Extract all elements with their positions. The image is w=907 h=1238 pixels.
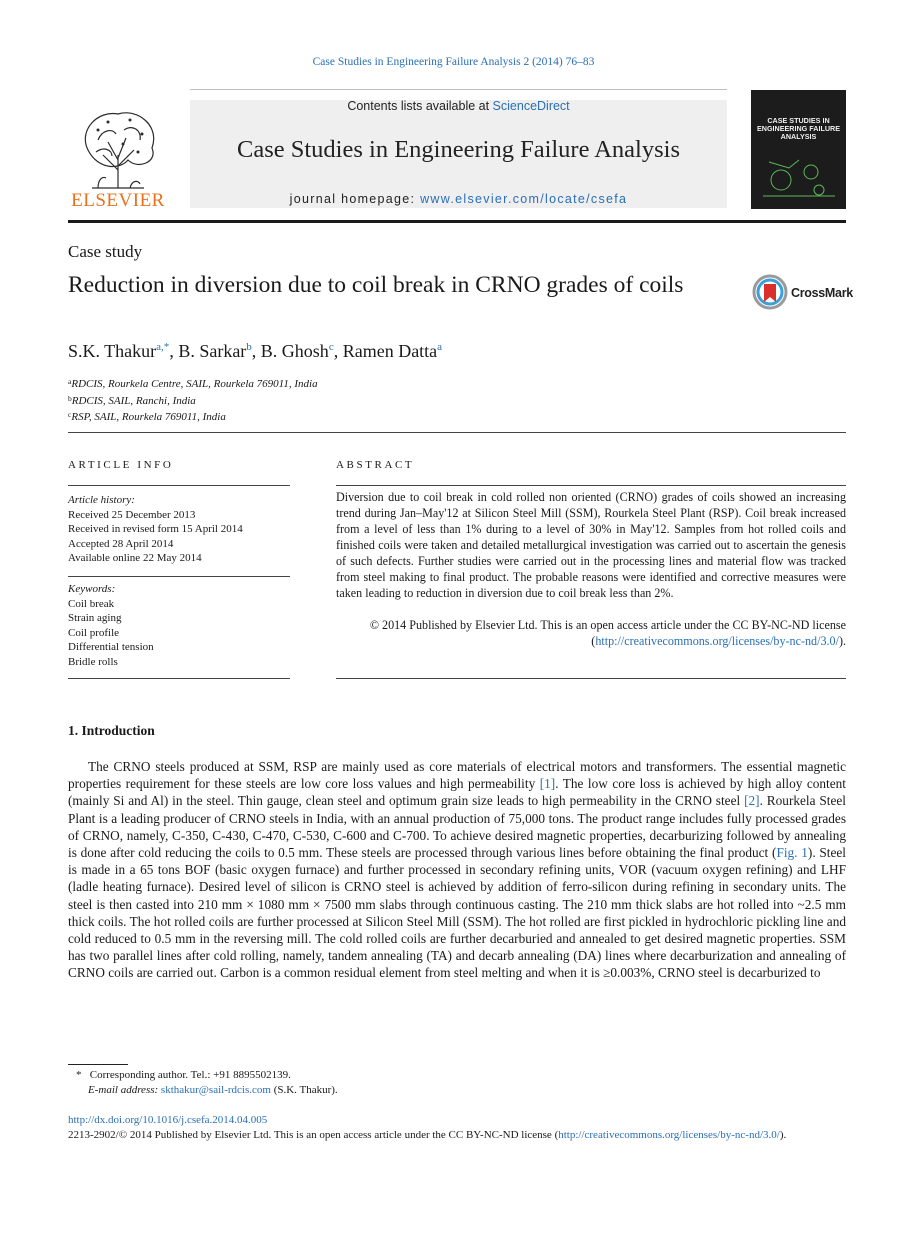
license-link[interactable]: http://creativecommons.org/licenses/by-nc-nd/3.0/ (595, 634, 839, 648)
footnote-rule (68, 1064, 128, 1065)
keyword: Differential tension (68, 641, 154, 653)
keyword: Coil break (68, 597, 115, 610)
history-item: Available online 22 May 2014 (68, 552, 202, 564)
article-type: Case study (68, 242, 143, 261)
affiliation: $^c$RSP, SAIL, Rourkela 769011, India (68, 410, 226, 423)
sciencedirect-link[interactable]: ScienceDirect (492, 99, 570, 113)
footnote-star: * (76, 1069, 82, 1081)
author-name: B. Sarkar (178, 341, 247, 361)
article-history (68, 493, 243, 566)
author-affil-link[interactable]: c (328, 341, 334, 353)
history-label: Article history: (68, 494, 135, 506)
doi-link[interactable]: http://dx.doi.org/10.1016/j.csefa.2014.04.005 (68, 1114, 268, 1126)
reference-link[interactable]: [2] (744, 793, 760, 809)
contents-prefix: Contents lists available at (347, 99, 493, 113)
elsevier-wordmark: ELSEVIER (71, 190, 165, 211)
affiliation: $^b$RDCIS, SAIL, Ranchi, India (68, 393, 196, 407)
license-note: 2213-2902/© 2014 Published by Elsevier Ltd. This is an open access article under the CC BY-NC-ND license (http://creativecommons.org/licenses/by-nc-nd/3.0/). (68, 1129, 787, 1141)
crossmark-icon[interactable] (752, 274, 788, 310)
abstract-heading: ABSTRACT (336, 459, 415, 471)
affiliations (68, 375, 318, 425)
abstract-text: Diversion due to coil break in cold rolled non oriented (CRNO) grades of coils showed an increasing trend during Jan–May'12 at Silicon Steel Mill (SSM), Rourkela Steel Plant (RSP). Coil break increased from a level of less than 1% during to a level of 30% in May'12. Samples from hot rolled coils and finished coils were taken and detailed metallurgical investigation was carried out to ascertain the genesis of such defects. Further studies were carried out in the processing lines and material flow was tracked from steel making to final product. The probable reasons were identified and corrective measures were taken leading to reduction in diversion due to coil break less than 2%. (336, 490, 846, 600)
author-name: B. Ghosh (260, 341, 329, 361)
abstract-rule (336, 485, 846, 486)
introduction-paragraph: The CRNO steels produced at SSM, RSP are mainly used as core materials of electrical motors and transformers. The essential magnetic properties requirement for these steels are low core loss values and high permeability [1]. The low core loss is achieved by high alloy content (mainly Si and Al) in the steel. Thin gauge, clean steel and optimum grain size leads to high permeability in the CRNO steel [2]. Rourkela Steel Plant is a leading producer of CRNO steels in India, with an annual production of 75,000 tons. The product range includes fully processed grades of CRNO, namely, C-350, C-430, C-470, C-530, C-600 and C-700. To achieve desired magnetic properties, decarburizing followed by annealing is done after cold reducing the coils to 0.5 mm. These steels are processed through various lines before obtaining the final product (Fig. 1). Steel is made in a 65 tons BOF (basic oxygen furnace) and further processed in secondary refining units, VOR (vacuum oxygen refining) and LHF (ladle heating furnace). Desired level of silicon is CRNO steel is achieved by addition of ferro-silicon during refining in secondary units. The steel is then casted into 210 mm × 1080 mm × 7500 mm slabs through continuous casting. The 210 mm thick slabs are hot rolled into ~2.5 mm thick coils. The hot rolled coils are further processed at Silicon Steel Mill (SSM). The hot rolled are first pickled in hydrochloric pickling line and cold reduced to 0.5 mm in the reversing mill. The cold rolled coils are further decarburied and annealed to get desired magnetic properties. SSM has two parallel lines after cold rolling, namely, tandem annealing (TA) and decarb annealing (DA) lines where decarburization and annealing of CRNO coils are carried out. Carbon is a common residual element from steel melting and when it is ≥0.003%, CRNO steel is decarburized to (68, 759, 846, 981)
article-info-heading: ARTICLE INFO (68, 459, 174, 471)
abstract-bottom-rule (336, 678, 846, 679)
keywords (68, 582, 154, 669)
keyword: Bridle rolls (68, 655, 118, 668)
affiliation: $^a$RDCIS, Rourkela Centre, SAIL, Rourkela 769011, India (68, 377, 318, 390)
journal-homepage (190, 192, 727, 206)
reference-link[interactable]: [1] (539, 776, 556, 792)
article-info-bottom-rule (68, 678, 290, 679)
paper-title: Reduction in diversion due to coil break in CRNO grades of coils (68, 272, 684, 298)
homepage-prefix: journal homepage: (289, 192, 421, 206)
header-divider (68, 220, 846, 223)
journal-citation[interactable]: Case Studies in Engineering Failure Analysis 2 (2014) 76–83 (312, 56, 595, 68)
author-affil-link[interactable]: b (246, 341, 252, 353)
title-divider (68, 432, 846, 433)
contents-line (190, 99, 727, 113)
figure-link[interactable]: Fig. 1 (776, 845, 808, 861)
author-list: S.K. Thakur$^{a,*}$, B. Sarkar$^b$, B. Ghosh$^c$, Ramen Datta$^a$ (68, 341, 443, 361)
email-link[interactable]: skthakur@sail-rdcis.com (160, 1083, 271, 1096)
header-rule (190, 89, 727, 90)
crossmark-label[interactable]: CrossMark (791, 286, 853, 300)
section-heading-introduction: 1. Introduction (68, 723, 155, 738)
history-item: Received 25 December 2013 (68, 508, 196, 521)
cover-graphic (759, 152, 839, 202)
author-name: S.K. Thakur (68, 341, 157, 361)
author-affil-link[interactable]: a (437, 341, 443, 353)
abstract-copyright: © 2014 Published by Elsevier Ltd. This is an open access article under the CC BY-NC-ND license (http://creativecommons.org/licenses/by-nc-nd/3.0/). (369, 618, 846, 648)
author-name: Ramen Datta (342, 341, 438, 361)
keywords-rule (68, 576, 290, 577)
history-item: Accepted 28 April 2014 (68, 537, 174, 550)
cover-title: CASE STUDIES IN ENGINEERING FAILURE ANALYSIS (756, 116, 841, 141)
article-info-rule (68, 485, 290, 486)
homepage-link[interactable]: www.elsevier.com/locate/csefa (420, 192, 628, 206)
license-link[interactable]: http://creativecommons.org/licenses/by-nc-nd/3.0/ (558, 1129, 780, 1141)
keyword: Strain aging (68, 612, 122, 624)
keywords-label: Keywords: (68, 583, 116, 595)
corresponding-author-note: * Corresponding author. Tel.: +91 8895502139. E-mail address: skthakur@sail-rdcis.com (S.K. Thakur). (76, 1069, 338, 1096)
journal-title: Case Studies in Engineering Failure Analysis (237, 136, 680, 163)
author-affil-link[interactable]: a,* (156, 341, 170, 353)
keyword: Coil profile (68, 626, 120, 639)
history-item: Received in revised form 15 April 2014 (68, 523, 243, 535)
journal-cover (751, 90, 846, 209)
